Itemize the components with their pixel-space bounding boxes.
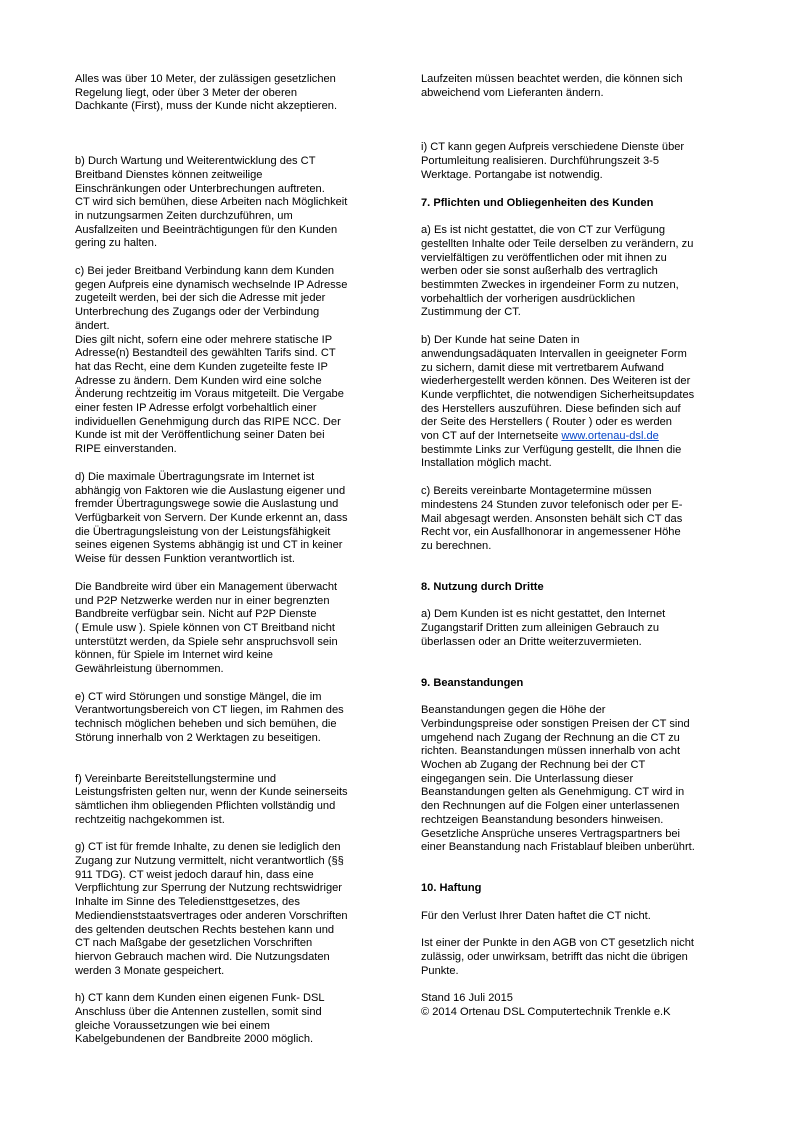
footer-date-copyright: Stand 16 Juli 2015 © 2014 Ortenau DSL Computertechnik Trenkle e.K (421, 992, 671, 1019)
paragraph-7b-text: b) Der Kunde hat seine Daten in anwendungsadäquaten Intervallen in geeigneter Form zu sichern, damit diese mit vertretbarem Aufwand wiederhergestellt werden können. Des Weiteren ist der Kunde verpflichtet, die notwendigen Sicherheitsupdates des Herstellers auszuführen. Diese befinden sich auf der Seite des Herstellers ( Router ) oder es werden von CT auf der Internetseite (421, 334, 695, 443)
paragraph-c-ip-address: c) Bei jeder Breitband Verbindung kann dem Kunden gegen Aufpreis eine dynamisch wechselnde IP Adresse zugeteilt werden, bei der sich die Adresse mit jeder Unterbrechung des Zugangs oder der Verbindung ändert. Dies gilt nicht, sofern eine oder mehrere statische IP Adresse(n) Bestandteil des gewählten Tarifs sind. CT hat das Recht, eine dem Kunden zugeteilte feste IP Adresse zu ändern. Dem Kunden wird eine solche Änderung rechtzeitig im Voraus mitgeteilt. Die Vergabe einer festen IP Adresse erfolgt vorbehaltlich einer individuellen Genehmigung durch das RIPE NCC. Der Kunde ist mit der Veröffentlichung seiner Daten bei RIPE einverstanden. (75, 265, 348, 456)
section-heading-7: 7. Pflichten und Obliegenheiten des Kunden (421, 196, 654, 209)
paragraph-7b-text-end: bestimmte Links zur Verfügung gestellt, die Ihnen die Installation möglich macht. (421, 443, 682, 470)
section-heading-8: 8. Nutzung durch Dritte (421, 580, 544, 593)
paragraph-8a-third-parties: a) Dem Kunden ist es nicht gestattet, den Internet Zugangstarif Dritten zum alleinigen Gebrauch zu überlassen oder an Dritte weiterzuvermieten. (421, 608, 666, 648)
website-link[interactable]: www.ortenau-dsl.de (561, 430, 659, 443)
paragraph-7b-data-backup (421, 334, 721, 471)
paragraph-7a-content-usage: a) Es ist nicht gestattet, die von CT zur Verfügung gestellten Inhalte oder Teile derselben zu verändern, zu vervielfältigen zu veröffentlichen oder mit ihnen zu werben oder sie sonst außerhalb des vertraglich bestimmten Zweckes in irgendeiner Form zu nutzen, vorbehaltlich der vorherigen ausdrücklichen Zustimmung der CT. (421, 224, 694, 319)
paragraph-bandwidth: Die Bandbreite wird über ein Management überwacht und P2P Netzwerke werden nur in einer begrenzten Bandbreite verfügbar sein. Nicht auf P2P Dienste ( Emule usw ). Spiele können von CT Breitband nicht unterstützt werden, da Spiele sehr anspruchsvoll sein können, für Spiele im Internet wird keine Gewährleistung übernommen. (75, 580, 338, 676)
paragraph-h-radio-dsl: h) CT kann dem Kunden einen eigenen Funk- DSL Anschluss über die Antennen zustellen, somit sind gleiche Voraussetzungen wie bei einem Kabelgebundenen der Bandbreite 2000 möglich. (75, 992, 325, 1046)
paragraph-f-deadlines: f) Vereinbarte Bereitstellungstermine und Leistungsfristen gelten nur, wenn der Kunde seinerseits sämtlichen ihm obliegenden Pflichten vollständig und rechtzeitig nachgekommen ist. (75, 772, 348, 826)
paragraph-e-faults: e) CT wird Störungen und sonstige Mängel, die im Verantwortungsbereich von CT liegen, im Rahmen des technisch möglichen beheben und sich bemühen, die Störung innerhalb von 2 Werktagen zu beseitigen. (75, 690, 344, 744)
paragraph-b-maintenance: b) Durch Wartung und Weiterentwicklung des CT Breitband Dienstes können zeitweilige Einschränkungen oder Unterbrechungen auftreten. CT wird sich bemühen, diese Arbeiten nach Möglichkeit in nutzungsarmen Zeiten durchzuführen, um Ausfallzeiten und Beeinträchtigungen für den Kunden gering zu halten. (75, 155, 348, 250)
paragraph-10-data-loss: Für den Verlust Ihrer Daten haftet die CT nicht. (421, 909, 651, 922)
left-column (75, 73, 375, 1047)
paragraph-d-transfer-rate: d) Die maximale Übertragungsrate im Internet ist abhängig von Faktoren wie die Auslastung eigener und fremder Übertragungswege sowie die Auslastung und Verfügbarkeit von Servern. Der Kunde erkennt an, dass die Übertragungsleistung von der Leistungsfähigkeit seines eigenen Systems abhängig ist und CT in keiner Weise für dessen Funktion verantwortlich ist. (75, 470, 348, 566)
paragraph-9-complaints: Beanstandungen gegen die Höhe der Verbindungspreise oder sonstigen Preisen der CT sind umgehend nach Zugang der Rechnung an die CT zu richten. Beanstandungen müssen innerhalb von acht Wochen ab Zugang der Rechnung bei der CT eingegangen sein. Die Unterlassung dieser Beanstandungen gelten als Genehmigung. CT wird in den Rechnungen auf die Folgen einer unterlassenen rechtzeigen Beanstandung besonders hinweisen. Gesetzliche Ansprüche unseres Vertragspartners bei einer Beanstandung nach Fristablauf bleiben unberührt. (421, 704, 695, 854)
paragraph-runtimes: Laufzeiten müssen beachtet werden, die können sich abweichend vom Lieferanten ändern. (421, 73, 683, 99)
paragraph-height-limit: Alles was über 10 Meter, der zulässigen gesetzlichen Regelung liegt, oder über 3 Meter der oberen Dachkante (First), muss der Kunde nicht akzeptieren. (75, 73, 338, 113)
section-heading-10: 10. Haftung (421, 881, 482, 894)
paragraph-10-severability: Ist einer der Punkte in den AGB von CT gesetzlich nicht zulässig, oder unwirksam, betrifft das nicht die übrigen Punkte. (421, 937, 694, 977)
section-heading-9: 9. Beanstandungen (421, 676, 524, 689)
paragraph-i-port-forwarding: i) CT kann gegen Aufpreis verschiedene Dienste über Portumleitung realisieren. Durchführungszeit 3-5 Werktage. Portangabe ist notwendig. (421, 141, 685, 181)
right-column (421, 73, 721, 1020)
paragraph-7c-appointments: c) Bereits vereinbarte Montagetermine müssen mindestens 24 Stunden zuvor telefonisch oder per E- Mail abgesagt werden. Ansonsten behält sich CT das Recht vor, ein Ausfallhonorar in angemessener Höhe zu berechnen. (421, 485, 683, 552)
paragraph-g-foreign-content: g) CT ist für fremde Inhalte, zu denen sie lediglich den Zugang zur Nutzung vermittelt, nicht verantwortlich (§§ 911 TDG). CT weist jedoch darauf hin, dass eine Verpflichtung zur Sperrung der Nutzung rechtswidriger Inhalte im Sinne des Telediensttgesetzes, des Mediendienststaatsvertrages oder anderen Vorschriften des geltenden deutschen Rechts bestehen kann und CT nach Maßgabe der gesetzlichen Vorschriften hiervon Gebrauch machen wird. Die Nutzungsdaten werden 3 Monate gespeichert. (75, 841, 348, 977)
